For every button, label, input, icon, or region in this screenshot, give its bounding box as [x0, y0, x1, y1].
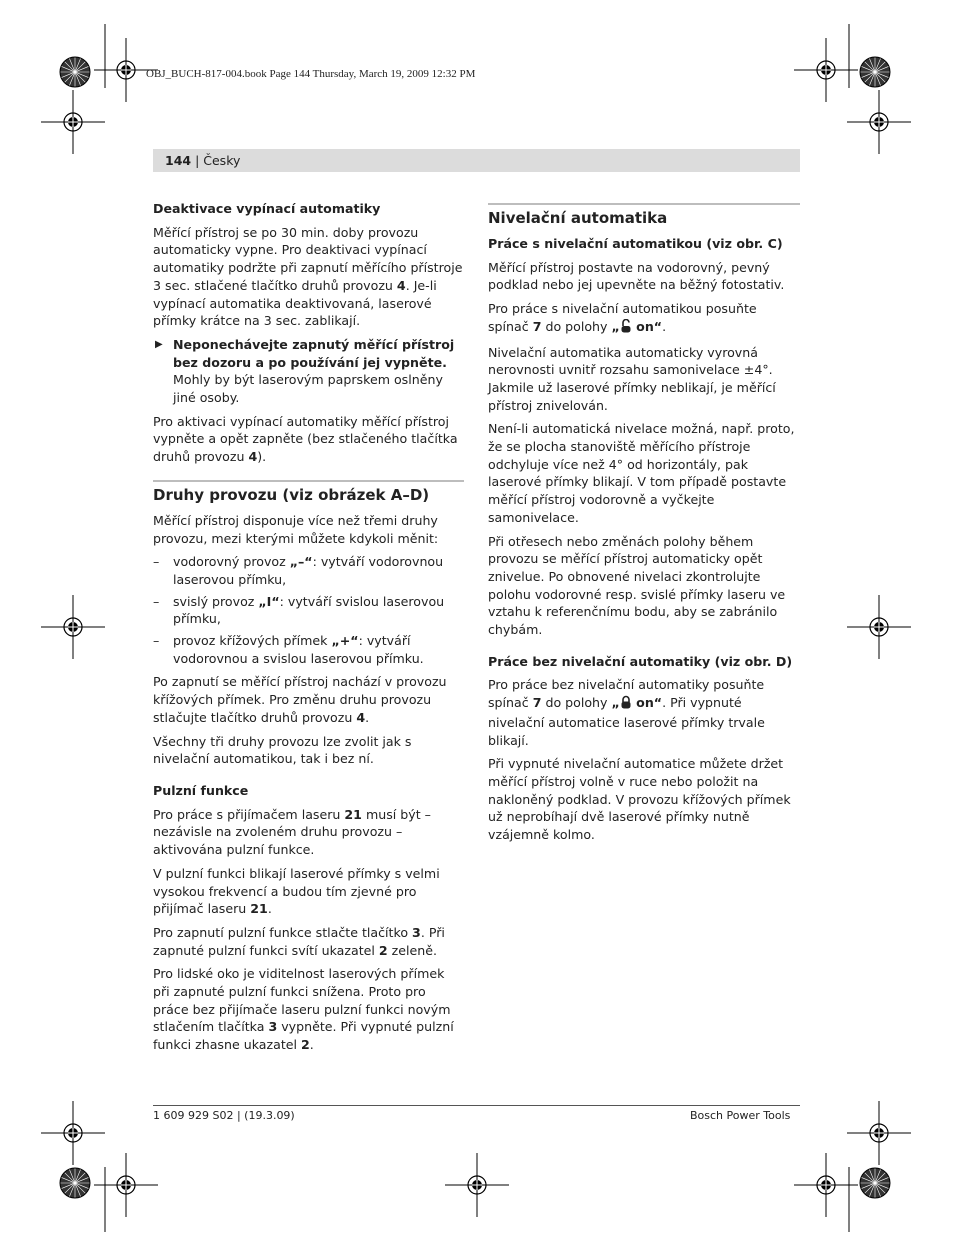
para-with-5: Při otřesech nebo změnách polohy během provozu se měřící přístroj automaticky opět znivelue. Po obnovené nivelaci zkontrolujte polohu vodorovné resp. svislé přímky laseru ve vztahu k referenčnímu bodu, aby se zabránilo chybám.: [488, 533, 786, 638]
heading-deactivate: Deaktivace vypínací automatiky: [153, 201, 381, 216]
para-pulse-2: V pulzní funkci blikají laserové přímky s velmi vysokou frekvencí a budou tím zjevné pro přijímač laseru 21.: [153, 865, 440, 917]
header-separator: |: [191, 153, 204, 168]
para-with-3: Nivelační automatika automaticky vyrovná nerovnosti uvnitř rozsahu samonivelace ±4°. Jakmile už laserové přímky neblikají, je měřící přístroj znivelován.: [488, 344, 776, 413]
modes-list: [153, 553, 464, 667]
heading-leveling: Nivelační automatika: [488, 203, 800, 228]
para-pulse-1: Pro práce s přijímačem laseru 21 musí být – nezávisle na zvoleném druhu provozu – aktivována pulzní funkce.: [153, 806, 431, 858]
footer-divider: [153, 1105, 800, 1106]
right-column: [488, 200, 800, 850]
para-without-1: Pro práce bez nivelační automatiky posuňte spínač 7 do polohy „ on“. Při vypnuté nivelační automatice laserové přímky trvale blikají.: [488, 677, 765, 748]
heading-modes: Druhy provozu (viz obrázek A–D): [153, 480, 464, 505]
para-switch: Po zapnutí se měřící přístroj nachází v provozu křížových přímek. Pro změnu druhu provozu stlačujte tlačítko druhů provozu 4.: [153, 674, 447, 725]
footer-brand: Bosch Power Tools: [690, 1109, 791, 1122]
heading-with-leveling: Práce s nivelační automatikou (viz obr. C): [488, 236, 783, 251]
bullet-arrow-icon: ▶: [155, 338, 163, 350]
header-language: Česky: [203, 153, 241, 168]
padlock-open-icon: [620, 319, 632, 338]
left-column: [153, 200, 464, 1060]
list-item: – vodorovný provoz „–“: vytváří vodorovnou laserovou přímku,: [153, 554, 444, 587]
para-activate: Pro aktivaci vypínací automatiky měřící přístroj vypněte a opět zapněte (bez stlačeného tlačítka druhů provozu 4).: [153, 413, 458, 465]
para-pulse-3: Pro zapnutí pulzní funkce stlačte tlačítko 3. Při zapnuté pulzní funkci svítí ukazatel 2 zeleně.: [153, 924, 445, 958]
para-modes-intro: Měřící přístroj disponuje více než třemi druhy provozu, mezi kterými můžete kdykoli měnit:: [153, 512, 439, 546]
padlock-closed-icon: [620, 695, 632, 714]
footer-doc-number: 1 609 929 S02 | (19.3.09): [153, 1109, 295, 1122]
para-all-modes: Všechny tři druhy provozu lze zvolit jak s nivelační automatikou, tak i bez ní.: [153, 733, 412, 767]
page-number: 144: [165, 153, 192, 168]
heading-pulse: Pulzní funkce: [153, 782, 249, 798]
para-with-2: Pro práce s nivelační automatikou posuňte spínač 7 do polohy „ on“.: [488, 300, 800, 337]
para-deactivate: Měřící přístroj se po 30 min. doby provozu automaticky vypne. Pro deaktivaci vypínací automatiky podržte při zapnutí měřícího přístroje 3 sec. stlačené tlačítko druhů provozu 4. Je-li vypínací automatika deaktivovaná, laserové přímky krátce na 3 sec. zablikají.: [153, 224, 463, 329]
page-header-bar: [153, 149, 800, 172]
print-info-line: OBJ_BUCH-817-004.book Page 144 Thursday, March 19, 2009 12:32 PM: [146, 68, 476, 80]
page-header: [165, 153, 240, 168]
para-pulse-4: Pro lidské oko je viditelnost laserových přímek při zapnuté pulzní funkci snížena. Proto pro práce bez přijímače laseru pulzní funkci novým stlačením tlačítka 3 vypněte. Při vypnuté pulzní funkci zhasne ukazatel 2.: [153, 966, 454, 1053]
para-with-4: Není-li automatická nivelace možná, např. proto, že se plocha stanoviště měřícího přístroje odchyluje více než 4° od horizontály, pak laserové přímky blikají. V tom případě postavte měřící přístroj vodorovně a vyčkejte samonivelace.: [488, 421, 795, 525]
para-without-2: Při vypnuté nivelační automatice můžete držet měřící přístroj volně v ruce nebo položit na nakloněný podklad. V provozu křížových přímek už neprobíhají dvě laserové přímky nutně vzájemně kolmo.: [488, 756, 791, 843]
heading-without-leveling: Práce bez nivelační automatiky (viz obr. D): [488, 653, 793, 669]
list-item: – svislý provoz „I“: vytváří svislou laserovou přímku,: [153, 593, 445, 627]
para-with-1: Měřící přístroj postavte na vodorovný, pevný podklad nebo jej upevněte na běžný fotostativ.: [488, 259, 785, 293]
list-item: – provoz křížových přímek „+“: vytváří vodorovnou a svislou laserovou přímku.: [153, 633, 424, 666]
warning-bullet: ▶ Neponechávejte zapnutý měřící přístroj bez dozoru a po používání jej vypněte. Mohly by být laserovým paprskem oslněny jiné osoby.: [155, 336, 455, 406]
